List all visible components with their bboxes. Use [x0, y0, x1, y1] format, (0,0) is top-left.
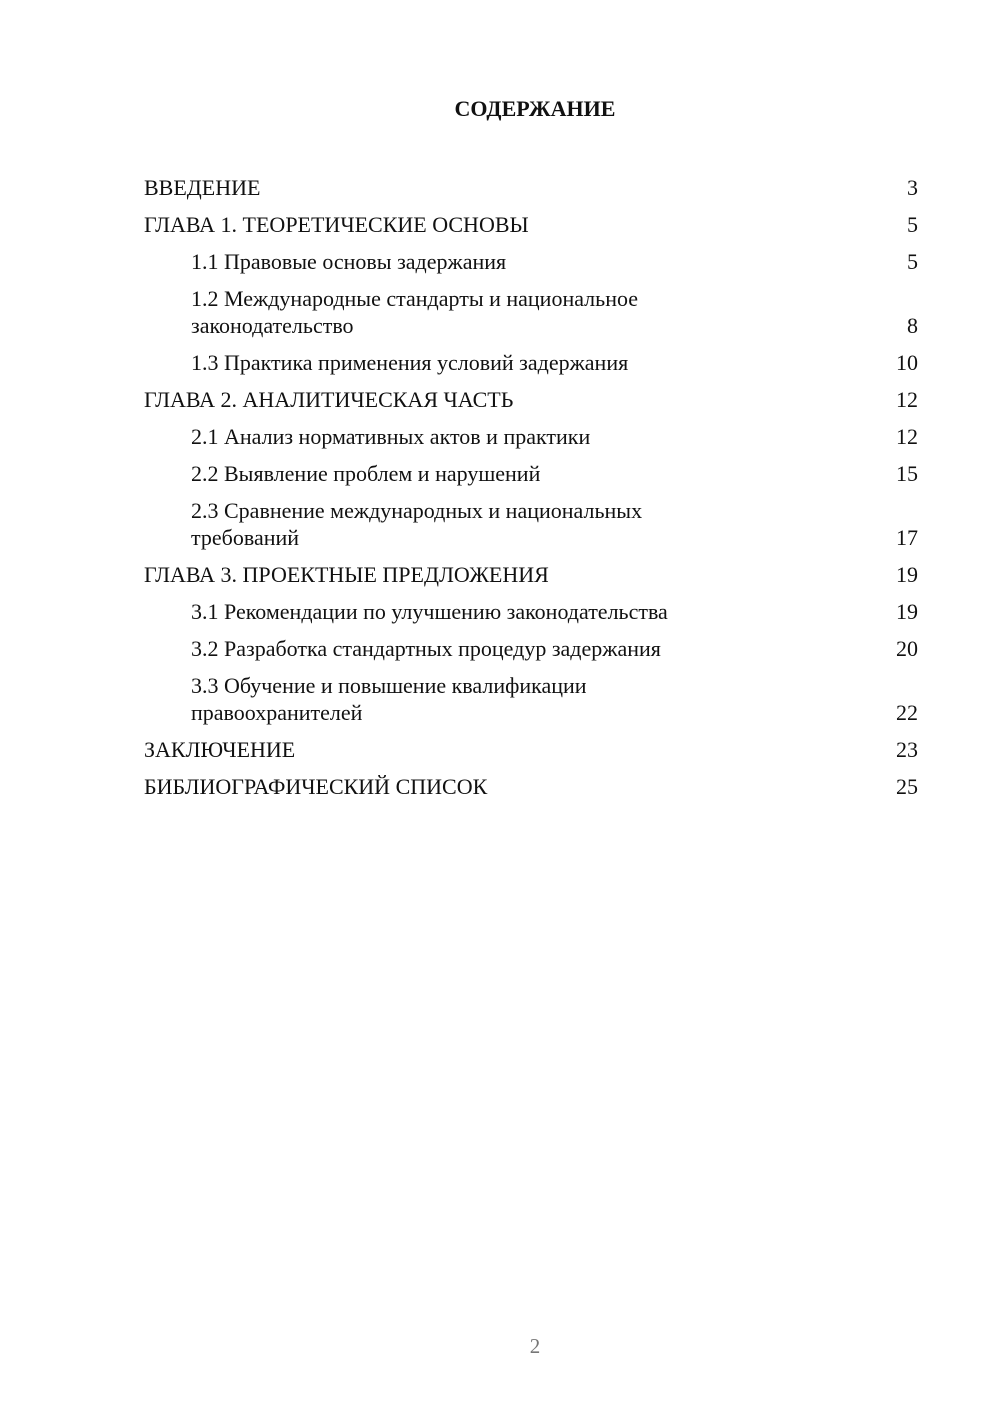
toc-entry-label: ГЛАВА 2. АНАЛИТИЧЕСКАЯ ЧАСТЬ	[144, 387, 514, 412]
toc-entry-section-1-1	[144, 243, 918, 280]
toc-entry-page: 25	[896, 774, 918, 799]
toc-entry-section-3-1	[144, 593, 918, 630]
toc-entry-page: 3	[907, 175, 918, 200]
toc-entry-chapter-2	[144, 381, 918, 418]
toc-entry-label: 2.1 Анализ нормативных актов и практики	[191, 424, 591, 449]
table-of-contents	[144, 169, 918, 805]
toc-entry-conclusion	[144, 731, 918, 768]
toc-entry-section-2-2	[144, 455, 918, 492]
toc-entry-page: 19	[896, 562, 918, 587]
toc-entry-label: 1.2 Международные стандарты и национальное законодательство	[191, 286, 639, 338]
toc-entry-chapter-3	[144, 556, 918, 593]
toc-entry-page: 19	[896, 599, 918, 624]
toc-entry-page: 20	[896, 636, 918, 661]
toc-entry-section-2-1	[144, 418, 918, 455]
toc-entry-section-3-2	[144, 630, 918, 667]
toc-entry-label: 3.2 Разработка стандартных процедур задержания	[191, 636, 661, 661]
toc-entry-bibliography	[144, 768, 918, 805]
toc-entry-section-3-3	[144, 667, 918, 731]
toc-entry-label: 3.3 Обучение и повышение квалификации правоохранителей	[191, 673, 587, 725]
toc-entry-section-2-3	[144, 492, 918, 556]
toc-title: СОДЕРЖАНИЕ	[454, 96, 616, 121]
toc-entry-section-1-3	[144, 344, 918, 381]
toc-entry-page: 17	[896, 525, 918, 550]
toc-entry-page: 5	[907, 249, 918, 274]
page-number: 2	[529, 1334, 541, 1358]
toc-entry-label: 1.1 Правовые основы задержания	[191, 249, 507, 274]
toc-entry-page: 10	[896, 350, 918, 375]
toc-entry-label: БИБЛИОГРАФИЧЕСКИЙ СПИСОК	[144, 774, 488, 799]
toc-entry-page: 22	[896, 700, 918, 725]
toc-entry-label: ГЛАВА 3. ПРОЕКТНЫЕ ПРЕДЛОЖЕНИЯ	[144, 562, 549, 587]
toc-entry-page: 12	[896, 387, 918, 412]
toc-entry-page: 15	[896, 461, 918, 486]
toc-entry-label: 1.3 Практика применения условий задержания	[191, 350, 629, 375]
toc-entry-label: ВВЕДЕНИЕ	[144, 175, 261, 200]
toc-entry-page: 12	[896, 424, 918, 449]
toc-entry-page: 8	[907, 313, 918, 338]
toc-entry-page: 5	[907, 212, 918, 237]
toc-entry-label: 3.1 Рекомендации по улучшению законодательства	[191, 599, 668, 624]
toc-entry-section-1-2	[144, 280, 918, 344]
toc-entry-chapter-1	[144, 206, 918, 243]
toc-entry-label: ЗАКЛЮЧЕНИЕ	[144, 737, 296, 762]
toc-entry-label: 2.3 Сравнение международных и национальных требований	[191, 498, 643, 550]
toc-entry-label: ГЛАВА 1. ТЕОРЕТИЧЕСКИЕ ОСНОВЫ	[144, 212, 529, 237]
toc-entry-introduction	[144, 169, 918, 206]
toc-entry-label: 2.2 Выявление проблем и нарушений	[191, 461, 541, 486]
toc-entry-page: 23	[896, 737, 918, 762]
